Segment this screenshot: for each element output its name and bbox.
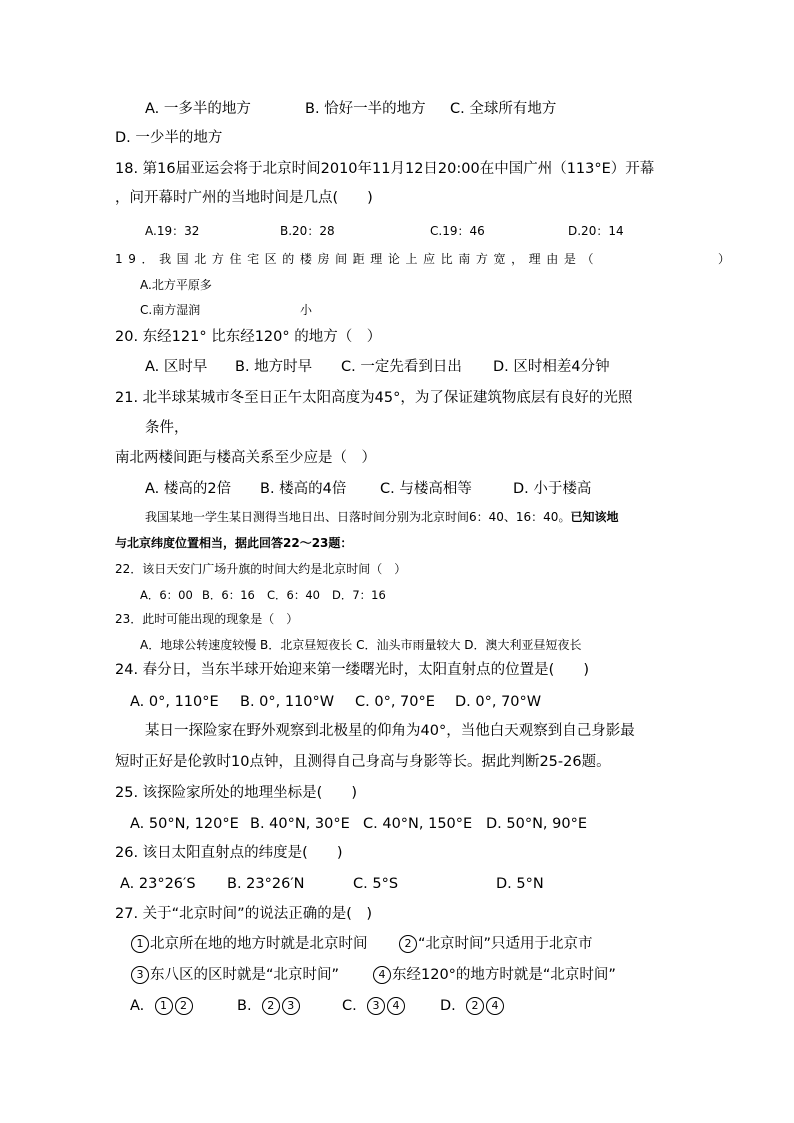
q22-option-d: D．7：16 [332,588,386,602]
q27-option-c-label: C. [342,998,357,1014]
q27-option-d-label: D. [440,998,456,1014]
q17-option-c: C. 全球所有地方 [450,101,557,117]
q20-option-b: B. 地方时早 [235,359,313,375]
q20-option-c: C. 一定先看到日出 [341,359,462,375]
q18-option-c: C.19：46 [430,224,485,238]
q27-item-3-number: 3 [131,966,149,984]
q27-option-b-num-2: 3 [282,997,300,1015]
q27-option-d-num-2: 4 [486,997,504,1015]
q27-item-1-text: 北京所在地的地方时就是北京时间 [150,936,368,952]
q26-option-b: B. 23°26′N [227,876,305,892]
q18-option-a: A.19：32 [145,224,200,238]
q27-option-c-num-2: 4 [387,997,405,1015]
q27-option-b-num-1: 2 [262,997,280,1015]
q18-stem-line2: ，问开幕时广州的当地时间是几点( ) [115,190,373,206]
q21-option-c: C. 与楼高相等 [380,481,472,497]
q27-option-d-num-1: 2 [466,997,484,1015]
q23-options: A．地球公转速度较慢 B．北京昼短夜长 C．汕头市雨量较大 D．澳大利亚昼短夜长 [140,638,582,652]
q24-option-d: D. 0°, 70°W [455,694,542,710]
q18-option-b: B.20：28 [280,224,335,238]
q25-option-c: C. 40°N, 150°E [363,816,473,832]
q21-option-b: B. 楼高的4倍 [260,481,347,497]
q26-option-a: A. 23°26′S [120,876,196,892]
q18-stem-line1: 18. 第16届亚运会将于北京时间2010年11月12日20:00在中国广州（113°E）开幕 [115,161,655,177]
q27-option-a-num-1: 1 [155,997,173,1015]
q25-stem: 25. 该探险家所处的地理坐标是( ) [115,785,357,801]
q26-stem: 26. 该日太阳直射点的纬度是( ) [115,845,343,861]
q22-option-b: B．6：16 [202,588,255,602]
q21-stem-line2: 条件， [145,420,189,436]
q25-option-d: D. 50°N, 90°E [486,816,588,832]
q19-paren-close: ） [718,252,731,266]
q27-item-2-text: “北京时间”只适用于北京市 [418,936,593,952]
q19-option-a: A.北方平原多 [140,278,212,292]
q27-option-b-label: B. [237,998,252,1014]
q26-option-c: C. 5°S [353,876,399,892]
q27-option-a-label: A. [130,998,145,1014]
intro-25-26-line1: 某日一探险家在野外观察到北极星的仰角为40°，当他白天观察到自己身影最 [145,723,635,739]
q26-option-d: D. 5°N [496,876,544,892]
q27-option-b [237,997,301,1015]
q24-option-b: B. 0°, 110°W [240,694,335,710]
q19-stem: 19．我国北方住宅区的楼房间距理论上应比南方宽，理由是（ [115,252,600,266]
intro-22-23-line2: 与北京纬度位置相当，据此回答22～23题： [115,536,353,550]
q27-item-3-text: 东八区的区时就是“北京时间” [150,967,340,983]
q20-option-a: A. 区时早 [145,359,208,375]
q17-option-b: B. 恰好一半的地方 [305,101,426,117]
q17-option-a: A. 一多半的地方 [145,101,251,117]
q27-item-1 [130,935,368,953]
q22-option-c: C．6：40 [267,588,320,602]
q27-option-d [440,997,505,1015]
intro-22-23-line1-normal: 我国某地一学生某日测得当地日出、日落时间分别为北京时间6：40、16：40。 [145,510,571,524]
intro-25-26-line2: 短时正好是伦敦时10点钟，且测得自己身高与身影等长。据此判断25-26题。 [115,754,611,770]
intro-22-23-line1 [145,508,618,526]
q27-option-a [130,997,194,1015]
q22-option-a: A．6：00 [140,588,193,602]
q27-item-2-number: 2 [399,935,417,953]
q19-option-c: C.南方湿润 [140,303,201,317]
q27-item-3 [130,966,339,984]
q27-item-4-number: 4 [373,966,391,984]
q21-stem-line3: 南北两楼间距与楼高关系至少应是（ ） [115,450,376,466]
q27-option-c [342,997,406,1015]
q27-item-1-number: 1 [131,935,149,953]
q27-stem: 27. 关于“北京时间”的说法正确的是( ) [115,906,373,922]
q18-option-d: D.20：14 [568,224,624,238]
q19-stray-char: 小 [300,303,313,317]
q27-option-c-num-1: 3 [367,997,385,1015]
q27-option-a-num-2: 2 [175,997,193,1015]
q27-item-2 [398,935,593,953]
q24-option-c: C. 0°, 70°E [355,694,435,710]
q25-option-a: A. 50°N, 120°E [130,816,239,832]
intro-22-23-line1-bold: 已知该地 [570,510,619,524]
q20-option-d: D. 区时相差4分钟 [493,359,610,375]
q27-item-4 [372,966,616,984]
q21-option-d: D. 小于楼高 [513,481,592,497]
q20-stem: 20. 东经121° 比东经120° 的地方（ ） [115,329,382,345]
q25-option-b: B. 40°N, 30°E [250,816,350,832]
q24-option-a: A. 0°, 110°E [130,694,219,710]
q27-item-4-text: 东经120°的地方时就是“北京时间” [392,967,616,983]
q24-stem: 24. 春分日，当东半球开始迎来第一缕曙光时，太阳直射点的位置是( ) [115,662,589,678]
q23-stem: 23．此时可能出现的现象是（ ） [115,612,299,626]
q17-option-d: D. 一少半的地方 [115,130,223,146]
q21-option-a: A. 楼高的2倍 [145,481,232,497]
q22-stem: 22．该日天安门广场升旗的时间大约是北京时间（ ） [115,562,407,576]
q21-stem-line1: 21. 北半球某城市冬至日正午太阳高度为45°，为了保证建筑物底层有良好的光照 [115,390,633,406]
